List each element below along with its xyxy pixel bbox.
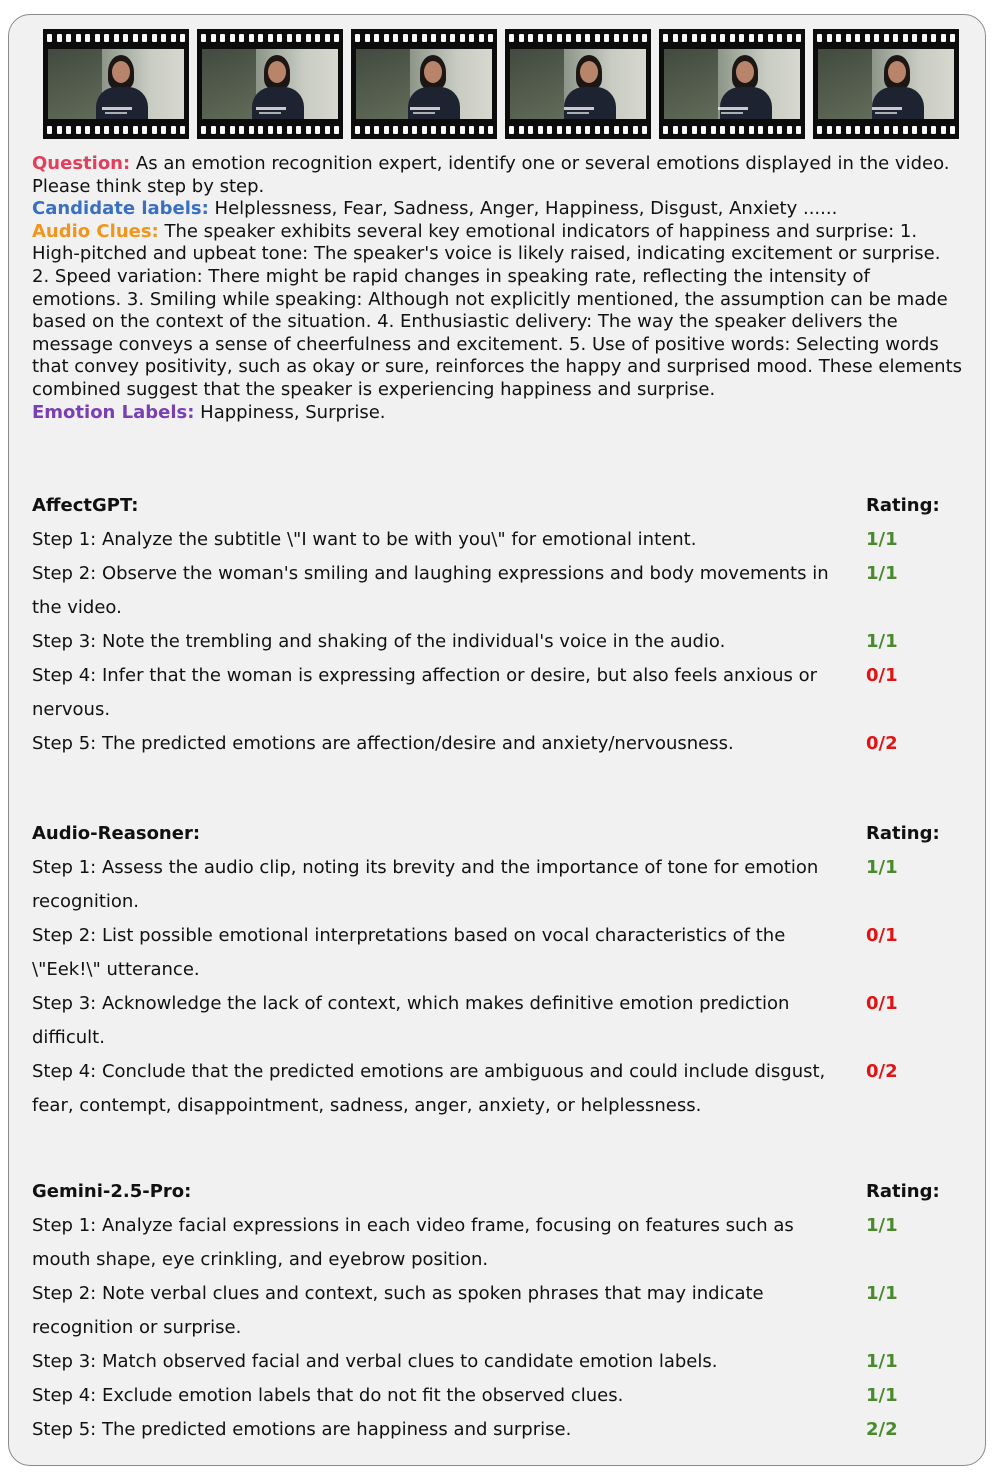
step-text: Step 3: Note the trembling and shaking of the individual's voice in the audio. — [32, 631, 726, 652]
video-frame — [505, 29, 651, 139]
step-row — [32, 987, 962, 1055]
step-row — [32, 557, 962, 625]
step-row — [32, 1277, 962, 1345]
step-row — [32, 727, 962, 761]
step-row — [32, 1209, 962, 1277]
video-frame — [659, 29, 805, 139]
step-rating: 0/1 — [866, 993, 898, 1014]
emotion-paragraph — [32, 402, 962, 425]
rating-header: Rating: — [866, 1181, 940, 1202]
step-text: Step 3: Match observed facial and verbal clues to candidate emotion labels. — [32, 1351, 718, 1372]
step-row — [32, 919, 962, 987]
step-rating: 1/1 — [866, 631, 898, 652]
step-text: Step 3: Acknowledge the lack of context, which makes definitive emotion prediction difficult. — [32, 993, 790, 1048]
model-header — [32, 489, 962, 523]
step-text: Step 2: Observe the woman's smiling and laughing expressions and body movements in the video. — [32, 563, 829, 618]
step-rating: 1/1 — [866, 1283, 898, 1304]
question-paragraph — [32, 153, 962, 198]
audio-text: The speaker exhibits several key emotional indicators of happiness and surprise: 1. High-pitched and upbeat tone: The speaker's voice is likely raised, indicating excitement or surprise. 2. Speed variation: There might be rapid changes in speaking rate, reflecting the intensity of emotions. 3. Smiling while speaking: Although not explicitly mentioned, the assumption can be made based on the context of the situation. 4. Enthusiastic delivery: The way the speaker delivers the message conveys a sense of cheerfulness and excitement. 5. Use of positive words: Selecting words that convey positivity, such as okay or sure, reinforces the happy and surprised mood. These elements combined suggest that the speaker is experiencing happiness and surprise. — [32, 220, 963, 400]
audio-paragraph — [32, 221, 962, 402]
step-text: Step 1: Assess the audio clip, noting its brevity and the importance of tone for emotion recognition. — [32, 857, 819, 912]
prompt-block — [32, 153, 962, 424]
rating-header: Rating: — [866, 823, 940, 844]
emotion-text: Happiness, Surprise. — [194, 401, 386, 423]
emotion-label: Emotion Labels: — [32, 401, 195, 423]
video-frame — [197, 29, 343, 139]
step-rating: 1/1 — [866, 1215, 898, 1236]
step-rating: 1/1 — [866, 563, 898, 584]
step-text: Step 4: Infer that the woman is expressing affection or desire, but also feels anxious or nervous. — [32, 665, 817, 720]
example-card — [8, 14, 986, 1466]
step-text: Step 5: The predicted emotions are happiness and surprise. — [32, 1419, 572, 1440]
step-row — [32, 659, 962, 727]
candidate-text: Helplessness, Fear, Sadness, Anger, Happiness, Disgust, Anxiety ...... — [208, 198, 838, 220]
video-filmstrip — [43, 29, 959, 139]
model-header — [32, 1175, 962, 1209]
step-rating: 0/2 — [866, 733, 898, 754]
step-row — [32, 1345, 962, 1379]
step-rating: 0/1 — [866, 925, 898, 946]
audio-label: Audio Clues: — [32, 220, 159, 242]
step-text: Step 4: Exclude emotion labels that do not fit the observed clues. — [32, 1385, 624, 1406]
step-rating: 0/1 — [866, 665, 898, 686]
rating-header: Rating: — [866, 495, 940, 516]
step-row — [32, 1379, 962, 1413]
step-row — [32, 523, 962, 557]
step-rating: 1/1 — [866, 529, 898, 550]
step-rating: 0/2 — [866, 1061, 898, 1082]
step-rating: 1/1 — [866, 857, 898, 878]
video-frame — [351, 29, 497, 139]
step-text: Step 2: Note verbal clues and context, such as spoken phrases that may indicate recognition or surprise. — [32, 1283, 764, 1338]
model-header — [32, 817, 962, 851]
question-label: Question: — [32, 153, 131, 174]
model-name: Audio-Reasoner: — [32, 823, 201, 844]
step-rating: 1/1 — [866, 1385, 898, 1406]
model-section-audio-reasoner — [32, 817, 962, 1123]
step-text: Step 4: Conclude that the predicted emotions are ambiguous and could include disgust, fear, contempt, disappointment, sadness, anger, anxiety, or helplessness. — [32, 1061, 826, 1116]
step-row — [32, 1055, 962, 1123]
step-text: Step 2: List possible emotional interpretations based on vocal characteristics of the \"Eek!\" utterance. — [32, 925, 786, 980]
video-frame — [43, 29, 189, 139]
step-row — [32, 625, 962, 659]
step-rating: 1/1 — [866, 1351, 898, 1372]
candidate-paragraph — [32, 198, 962, 221]
model-name: AffectGPT: — [32, 495, 139, 516]
step-row — [32, 851, 962, 919]
step-text: Step 1: Analyze facial expressions in each video frame, focusing on features such as mouth shape, eye crinkling, and eyebrow position. — [32, 1215, 794, 1270]
model-section-affectgpt — [32, 489, 962, 761]
question-text: As an emotion recognition expert, identify one or several emotions displayed in the video. Please think step by step. — [32, 153, 950, 197]
video-frame — [813, 29, 959, 139]
step-row — [32, 1413, 962, 1447]
candidate-label: Candidate labels: — [32, 198, 209, 220]
step-text: Step 1: Analyze the subtitle \"I want to be with you\" for emotional intent. — [32, 529, 697, 550]
model-section-gemini — [32, 1175, 962, 1447]
step-rating: 2/2 — [866, 1419, 898, 1440]
step-text: Step 5: The predicted emotions are affection/desire and anxiety/nervousness. — [32, 733, 734, 754]
model-name: Gemini-2.5-Pro: — [32, 1181, 192, 1202]
